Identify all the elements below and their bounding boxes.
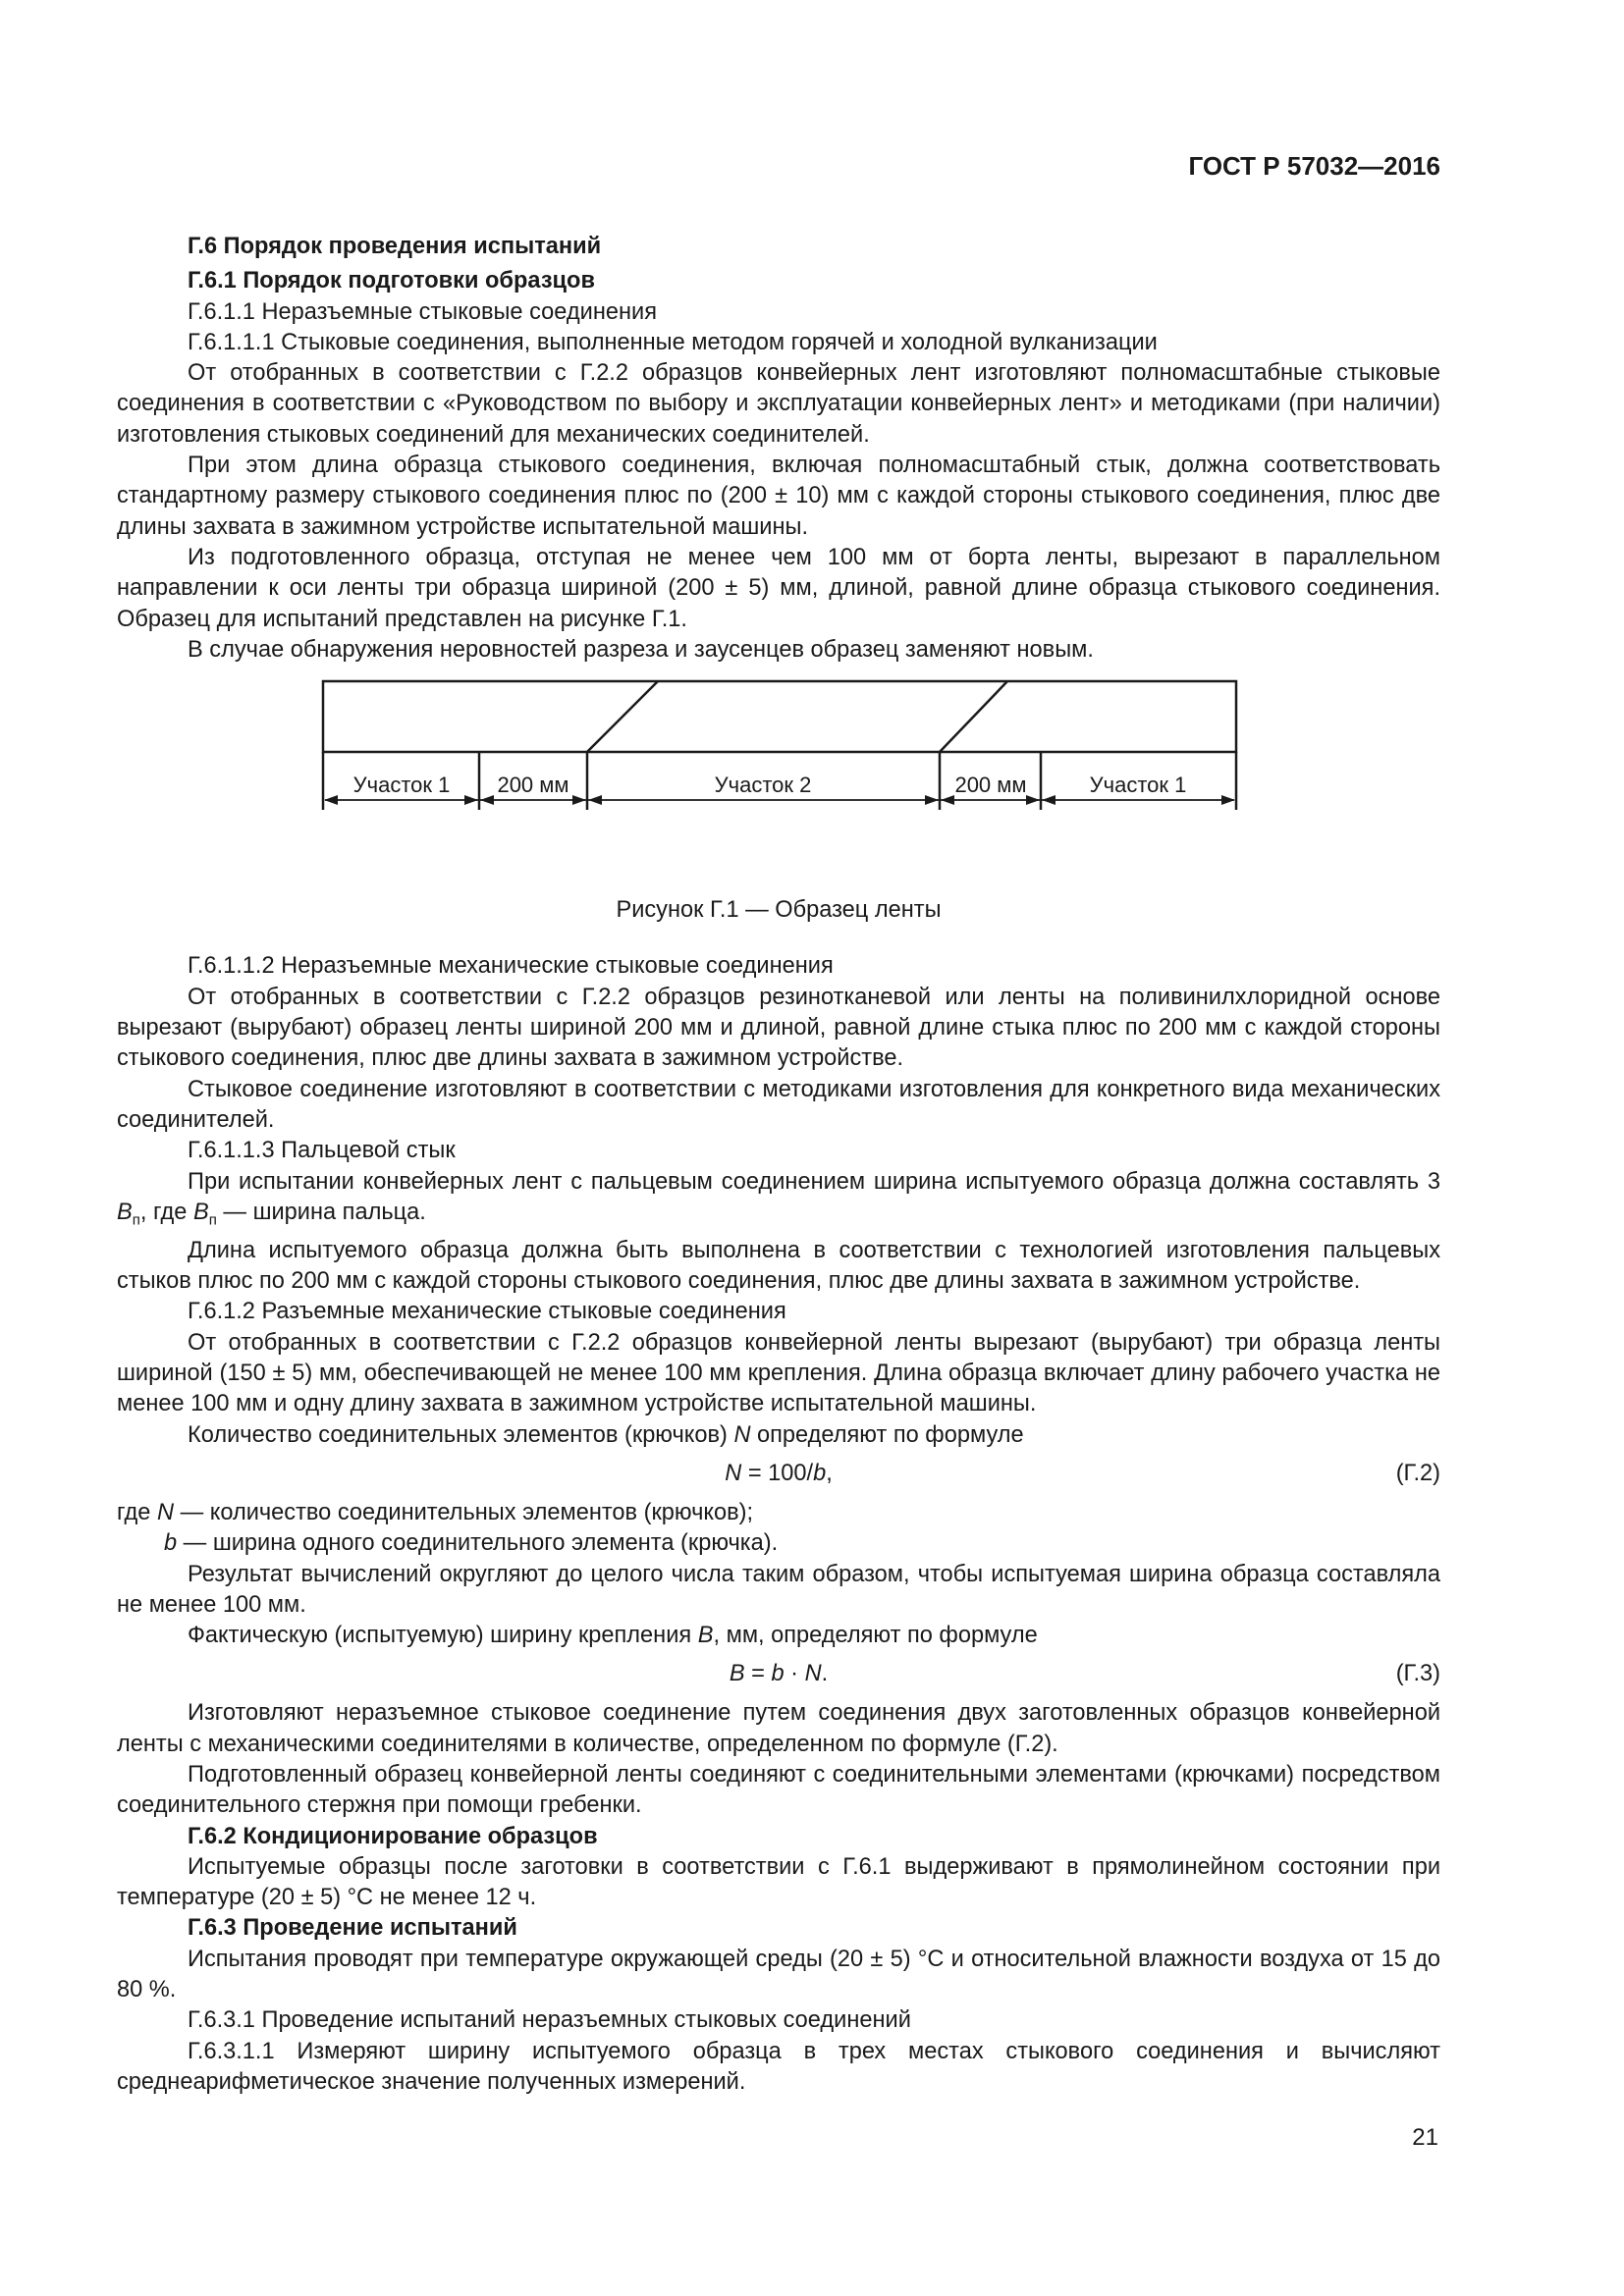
clause-title-g631: Г.6.3.1 Проведение испытаний неразъемных стыковых соединений <box>188 2007 911 2034</box>
paragraph: Из подготовленного образца, отступая не менее чем 100 мм от борта ленты, вырезают в параллельном направлении к оси ленты три образца шириной (200 ± 5) мм, длиной, равной длине образца стыкового соединения. Образец для испытаний представлен на рисунке Г.1. <box>117 544 1440 632</box>
paragraph: Длина испытуемого образца должна быть выполнена в соответствии с технологией изготовления пальцевых стыков плюс по 200 мм с каждой стороны стыкового соединения, плюс две длины захвата в зажимном устройстве. <box>117 1237 1440 1295</box>
section-heading-g61: Г.6.1 Порядок подготовки образцов <box>188 268 595 294</box>
formula-number: (Г.2) <box>1395 1460 1440 1486</box>
paragraph: Испытания проводят при температуре окружающей среды (20 ± 5) °С и относительной влажности воздуха от 15 до 80 %. <box>117 1946 1440 2003</box>
paragraph: Изготовляют неразъемное стыковое соединение путем соединения двух заготовленных образцов конвейерной ленты с механическими соединителями в количестве, определенном по формуле (Г.2). <box>117 1700 1440 1757</box>
paragraph: В случае обнаружения неровностей разреза и заусенцев образец заменяют новым. <box>188 636 1094 663</box>
formula-g3 <box>117 1651 1440 1698</box>
where-clause: где N — количество соединительных элементов (крючков); <box>117 1499 754 1525</box>
document-id-header: ГОСТ Р 57032—2016 <box>1188 151 1440 181</box>
where-clause: b — ширина одного соединительного элемента (крючка). <box>164 1530 779 1557</box>
segment-label-5: Участок 1 <box>1089 773 1187 798</box>
paragraph: Стыковое соединение изготовляют в соответствии с методиками изготовления для конкретного вида механических соединителей. <box>117 1076 1440 1133</box>
clause-title-g61113: Г.6.1.1.3 Пальцевой стык <box>188 1138 456 1164</box>
paragraph: При испытании конвейерных лент с пальцевым соединением ширина испытуемого образца должна составлять 3 $B_п$, где $B_п$ — ширина пальца. <box>117 1168 1440 1229</box>
paragraph: Г.6.3.1.1 Измеряют ширину испытуемого образца в трех местах стыкового соединения и вычисляют среднеарифметическое значение полученных измерений. <box>117 2038 1440 2095</box>
belt-outline <box>323 681 1236 752</box>
paragraph: При этом длина образца стыкового соединения, включая полномасштабный стык, должна соответствовать стандартному размеру стыкового соединения плюс по (200 ± 10) мм с каждой стороны стыкового соединения, плюс две длины захвата в зажимном устройстве испытательной машины. <box>117 453 1440 540</box>
joint-diagonal-right <box>940 681 1007 752</box>
formula-expression: B = b · N. <box>729 1661 829 1687</box>
figure-caption: Рисунок Г.1 — Образец ленты <box>616 897 942 924</box>
paragraph: Испытуемые образцы после заготовки в соответствии с Г.6.1 выдерживают в прямолинейном состоянии при температуре (20 ± 5) °С не менее 12 ч. <box>117 1853 1440 1911</box>
segment-label-2: 200 мм <box>497 773 569 798</box>
document-body <box>117 228 1440 2098</box>
formula-number: (Г.3) <box>1395 1661 1440 1687</box>
paragraph: От отобранных в соответствии с Г.2.2 образцов конвейерной ленты вырезают (вырубают) три образца ленты шириной (150 ± 5) мм, обеспечивающей не менее 100 мм крепления. Длина образца включает длину рабочего участка не менее 100 мм и одну длину захвата в зажимном устройстве испытательной машины. <box>117 1329 1440 1417</box>
belt-sample-diagram <box>117 677 1440 893</box>
clause-title-g61112: Г.6.1.1.2 Неразъемные механические стыковые соединения <box>188 953 834 980</box>
figure-g1 <box>117 677 1440 893</box>
clause-title-g6111: Г.6.1.1 Неразъемные стыковые соединения <box>188 298 657 325</box>
segment-label-4: 200 мм <box>954 773 1027 798</box>
page-number: 21 <box>1412 2124 1438 2151</box>
section-heading-g62: Г.6.2 Кондиционирование образцов <box>188 1823 598 1849</box>
segment-label-3: Участок 2 <box>714 773 812 798</box>
section-heading-g6: Г.6 Порядок проведения испытаний <box>188 234 602 259</box>
formula-expression: N = 100/b, <box>725 1460 833 1486</box>
section-heading-g63: Г.6.3 Проведение испытаний <box>188 1915 517 1942</box>
clause-title-g61111: Г.6.1.1.1 Стыковые соединения, выполненные методом горячей и холодной вулканизации <box>188 329 1158 355</box>
paragraph: От отобранных в соответствии с Г.2.2 образцов конвейерных лент изготовляют полномасштабные стыковые соединения в соответствии с «Руководством по выбору и эксплуатации конвейерных лент» и методиками (при наличии) изготовления стыковых соединений для механических соединителей. <box>117 360 1440 448</box>
joint-diagonal-left <box>587 681 658 752</box>
paragraph: Подготовленный образец конвейерной ленты соединяют с соединительными элементами (крючками) посредством соединительного стержня при помощи гребенки. <box>117 1762 1440 1819</box>
segment-label-1: Участок 1 <box>352 773 451 798</box>
paragraph: Результат вычислений округляют до целого числа таким образом, чтобы испытуемая ширина образца составляла не менее 100 мм. <box>117 1561 1440 1618</box>
paragraph: Фактическую (испытуемую) ширину крепления B, мм, определяют по формуле <box>188 1623 1038 1649</box>
paragraph: Количество соединительных элементов (крючков) N определяют по формуле <box>188 1421 1024 1448</box>
formula-g2 <box>117 1451 1440 1498</box>
paragraph: От отобранных в соответствии с Г.2.2 образцов резинотканевой или ленты на поливинилхлоридной основе вырезают (вырубают) образец ленты шириной 200 мм и длиной, равной длине стыка плюс по 200 мм с каждой стороны стыкового соединения, плюс две длины захвата в зажимном устройстве. <box>117 984 1440 1072</box>
clause-title-g612: Г.6.1.2 Разъемные механические стыковые соединения <box>188 1299 786 1325</box>
